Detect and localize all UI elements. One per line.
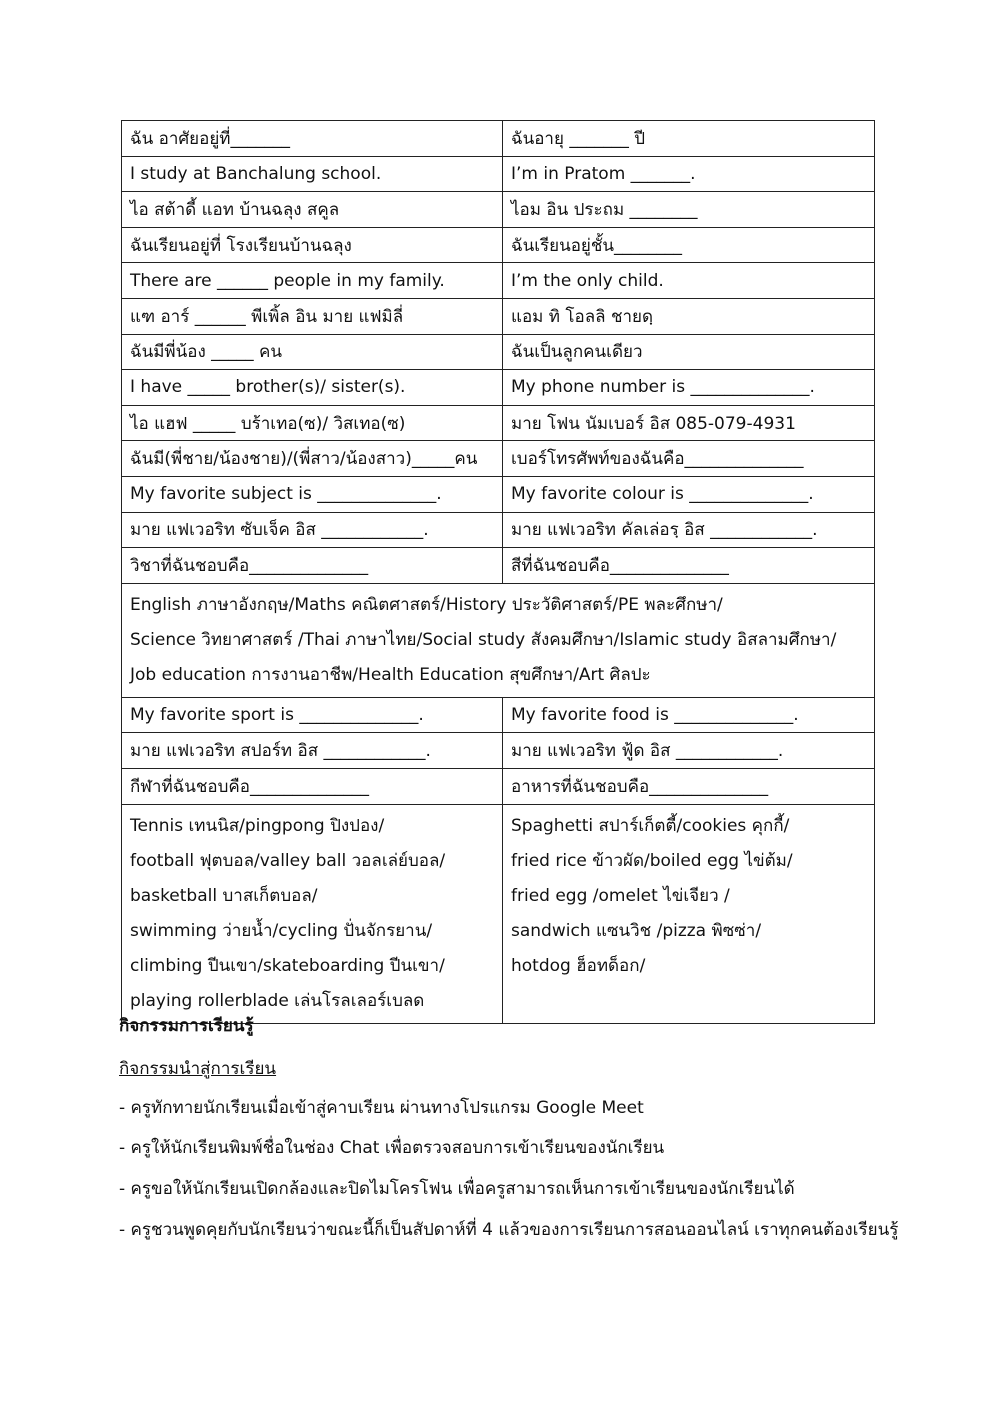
sports-line: Tennis เทนนิส/pingpong ปิงปอง/: [130, 815, 385, 836]
table-row: [122, 156, 875, 192]
self-introduction-worksheet-table: [121, 120, 875, 1024]
activity-heading: กิจกรรมการเรียนรู้: [119, 1016, 254, 1036]
foods-line: fried egg /omelet ไข่เจียว /: [511, 885, 730, 906]
sports-line: climbing ปีนเขา/skateboarding ปีนเขา/: [130, 955, 445, 976]
foods-line: sandwich แซนวิช /pizza พิซซ่า/: [511, 920, 762, 941]
table-cell: กีฬาที่ฉันชอบคือ______________: [122, 768, 503, 804]
table-row: [122, 370, 875, 406]
table-cell: มาย แฟเวอริท ซับเจ็ค อิส ____________.: [122, 512, 503, 548]
foods-list-cell: [503, 804, 875, 1023]
table-row: [122, 512, 875, 548]
foods-line: hotdog ฮ็อทด็อก/: [511, 955, 646, 976]
table-cell: อาหารที่ฉันชอบคือ______________: [503, 768, 875, 804]
sports-line: swimming ว่ายน้ำ/cycling ปั่นจักรยาน/: [130, 920, 433, 941]
table-cell: My favorite subject is ______________.: [122, 476, 503, 512]
table-row: [122, 298, 875, 334]
table-cell: ฉันเรียนอยู่ที่ โรงเรียนบ้านฉลุง: [122, 227, 503, 263]
table-row: [122, 227, 875, 263]
table-cell: ฉันอายุ _______ ปี: [503, 121, 875, 157]
sports-foods-row: [122, 804, 875, 1023]
table-cell: My favorite colour is ______________.: [503, 476, 875, 512]
table-cell: I’m in Pratom _______.: [503, 156, 875, 192]
table-cell: My favorite sport is ______________.: [122, 697, 503, 733]
table-row: [122, 768, 875, 804]
activity-bullet: - ครูให้นักเรียนพิมพ์ชื่อในช่อง Chat เพื่อตรวจสอบการเข้าเรียนของนักเรียน: [119, 1138, 665, 1158]
table-cell: I have _____ brother(s)/ sister(s).: [122, 370, 503, 406]
table-cell: ฉันเรียนอยู่ชั้น________: [503, 227, 875, 263]
subjects-line: Job education การงานอาชีพ/Health Education สุขศึกษา/Art ศิลปะ: [130, 664, 651, 685]
activity-bullet: - ครูทักทายนักเรียนเมื่อเข้าสู่คาบเรียน ผ่านทางโปรแกรม Google Meet: [119, 1098, 644, 1118]
sports-line: football ฟุตบอล/valley ball วอลเล่ย์บอล/: [130, 850, 446, 871]
foods-line: fried rice ข้าวผัด/boiled egg ไข่ต้ม/: [511, 850, 793, 871]
table-cell: ฉันมีพี่น้อง _____ คน: [122, 334, 503, 370]
sports-line: playing rollerblade เล่นโรลเลอร์เบลด: [130, 990, 425, 1011]
activity-subheading: กิจกรรมนำสู่การเรียน: [119, 1059, 277, 1079]
table-row: [122, 548, 875, 584]
table-row: [122, 263, 875, 299]
table-cell: ไอม อิน ประถม ________: [503, 192, 875, 228]
table-cell: ไอ แฮฟ _____ บร้าเทอ(ซ)/ วิสเทอ(ซ): [122, 405, 503, 441]
subjects-line: Science วิทยาศาสตร์ /Thai ภาษาไทย/Social study สังคมศึกษา/Islamic study อิสลามศึกษา/: [130, 629, 837, 650]
table-cell: ไอ สต้าดี้ แอท บ้านฉลุง สคูล: [122, 192, 503, 228]
table-row: [122, 697, 875, 733]
table-cell: มาย โฟน นัมเบอร์ อิส 085-079-4931: [503, 405, 875, 441]
table-row: [122, 334, 875, 370]
table-cell: I’m the only child.: [503, 263, 875, 299]
activity-bullet: - ครูขอให้นักเรียนเปิดกล้องและปิดไมโครโฟน เพื่อครูสามารถเห็นการเข้าเรียนของนักเรียนได้: [119, 1179, 795, 1199]
table-cell: มาย แฟเวอริท ฟู้ด อิส ____________.: [503, 733, 875, 769]
table-row: [122, 733, 875, 769]
table-row: [122, 192, 875, 228]
table-row: [122, 121, 875, 157]
table-cell: วิชาที่ฉันชอบคือ______________: [122, 548, 503, 584]
sports-line: basketball บาสเก็ตบอล/: [130, 885, 318, 906]
table-cell: สีที่ฉันชอบคือ______________: [503, 548, 875, 584]
subjects-line: English ภาษาอังกฤษ/Maths คณิตศาสตร์/History ประวัติศาสตร์/PE พละศึกษา/: [130, 594, 723, 615]
table-cell: แฑ อาร์ ______ พีเพิ้ล อิน มาย แฟมิลี่: [122, 298, 503, 334]
table-cell: แอม ทิ โอลลิ ชายดฺ: [503, 298, 875, 334]
table-cell: My favorite food is ______________.: [503, 697, 875, 733]
table-cell: My phone number is ______________.: [503, 370, 875, 406]
table-cell: เบอร์โทรศัพท์ของฉันคือ______________: [503, 441, 875, 477]
table-cell: มาย แฟเวอริท สปอร์ท อิส ____________.: [122, 733, 503, 769]
sports-list-cell: [122, 804, 503, 1023]
table-cell: ฉันเป็นลูกคนเดียว: [503, 334, 875, 370]
table-row: [122, 441, 875, 477]
table-cell: ฉันมี(พี่ชาย/น้องชาย)/(พี่สาว/น้องสาว)_____คน: [122, 441, 503, 477]
table-row: [122, 476, 875, 512]
table-cell: มาย แฟเวอริท คัลเล่อรฺ อิส ____________.: [503, 512, 875, 548]
foods-line: Spaghetti สปาร์เก็ตตี้/cookies คุกกี้/: [511, 815, 790, 836]
table-cell: ฉัน อาศัยอยู่ที่_______: [122, 121, 503, 157]
activity-bullet: - ครูชวนพูดคุยกับนักเรียนว่าขณะนี้ก็เป็นสัปดาห์ที่ 4 แล้วของการเรียนการสอนออนไลน์ เราทุกคนต้องเรียนรู้: [119, 1220, 899, 1240]
table-cell: There are ______ people in my family.: [122, 263, 503, 299]
table-row: [122, 405, 875, 441]
subjects-list-cell: [122, 583, 875, 697]
subjects-row: [122, 583, 875, 697]
table-cell: I study at Banchalung school.: [122, 156, 503, 192]
